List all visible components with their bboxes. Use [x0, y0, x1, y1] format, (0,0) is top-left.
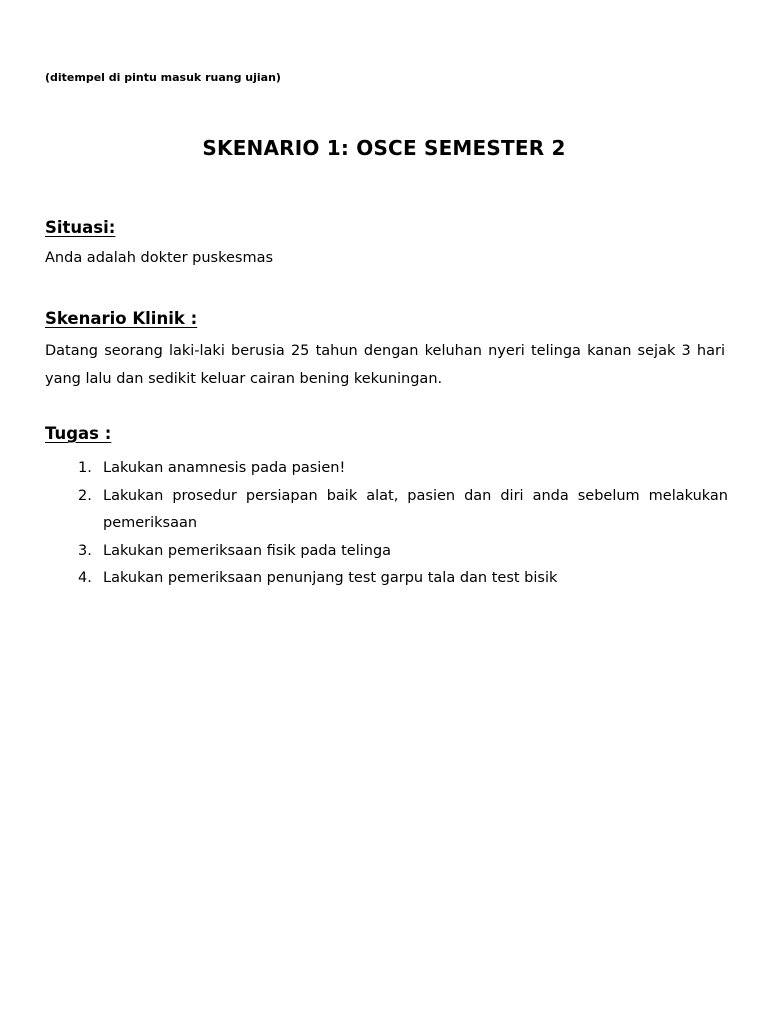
task-item — [78, 565, 728, 593]
task-item — [78, 483, 728, 538]
tasks-heading: Tugas : — [45, 424, 112, 443]
clinical-scenario-heading: Skenario Klinik : — [45, 309, 198, 328]
task-item — [78, 455, 728, 483]
task-number: 2. — [78, 487, 92, 504]
task-text: Lakukan pemeriksaan penunjang test garpu tala dan test bisik — [103, 570, 558, 586]
task-number: 1. — [78, 460, 92, 476]
task-item — [78, 538, 728, 566]
task-number: 4. — [78, 570, 92, 586]
document-title: SKENARIO 1: OSCE SEMESTER 2 — [202, 136, 566, 160]
situation-text: Anda adalah dokter puskesmas — [45, 250, 274, 266]
task-number: 3. — [78, 542, 92, 559]
posting-note: (ditempel di pintu masuk ruang ujian) — [45, 71, 281, 84]
clinical-scenario-text: Datang seorang laki-laki berusia 25 tahun dengan keluhan nyeri telinga kanan sejak 3 hari yang lalu dan sedikit keluar cairan bening kekuningan. — [45, 343, 725, 387]
task-text: Lakukan prosedur persiapan baik alat, pasien dan diri anda sebelum melakukan pemeriksaan — [103, 487, 728, 531]
task-list — [78, 455, 728, 593]
task-text: Lakukan anamnesis pada pasien! — [103, 460, 346, 476]
task-text: Lakukan pemeriksaan fisik pada telinga — [103, 542, 392, 559]
situation-heading: Situasi: — [45, 218, 116, 237]
